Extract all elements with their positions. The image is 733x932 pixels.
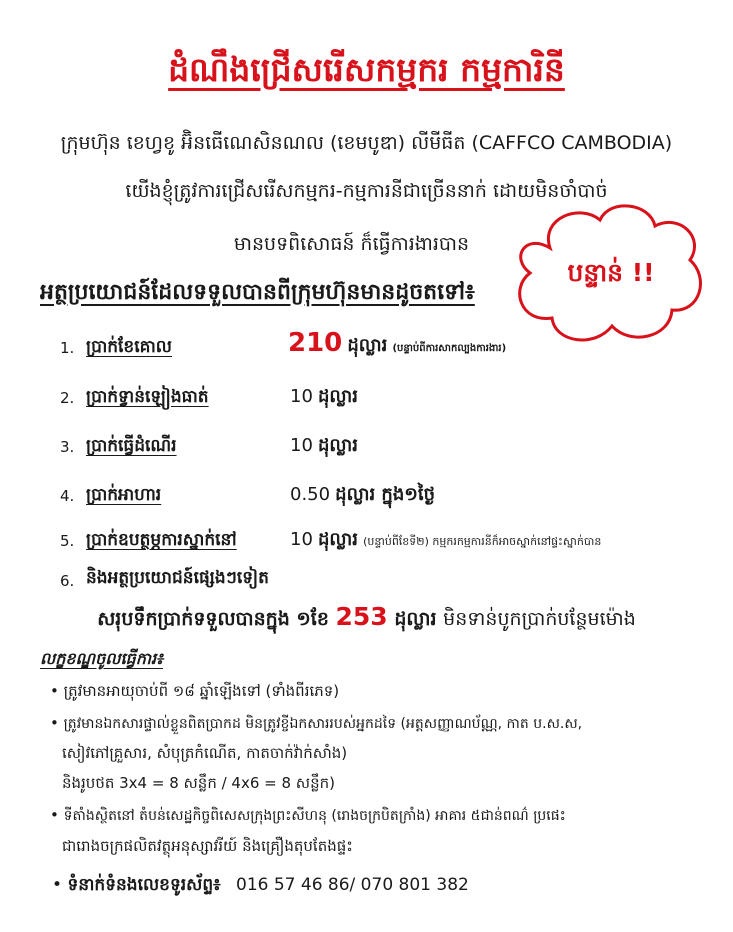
requirement-item: [50, 806, 566, 827]
benefit-number: 5.: [60, 532, 75, 550]
requirement-line: ជារោងចក្រផលិតវត្ថុអនុស្សាវរីយ៍ និងគ្រឿងតុបតែងផ្ទះ: [62, 837, 353, 855]
benefit-unit: ដុល្លារ: [347, 335, 388, 356]
benefits-heading: អត្ថប្រយោជន៍ដែលទទួលបានពីក្រុមហ៊ុនមានដូចតទៅ៖: [40, 280, 475, 305]
benefit-unit: ដុល្លារ: [318, 435, 358, 456]
benefit-row: [60, 531, 74, 550]
benefit-row: [60, 338, 74, 357]
urgent-label: បន្ទាន់ !!: [567, 258, 655, 287]
page-title: ដំណឹងជ្រើសរើសកម្មករ កម្មការិនី: [168, 50, 565, 89]
company-name: ក្រុមហ៊ុន ខេហ្វខូ អ៊ិនធើណេសិនណល (ខេមបូឌា) លីមីធីត (CAFFCO CAMBODIA): [60, 132, 673, 154]
benefit-value: [290, 433, 358, 460]
benefit-number: 2.: [60, 389, 75, 407]
total-suffix: មិនទាន់បូកប្រាក់បន្ថែមម៉ោង: [443, 608, 636, 630]
total-amount: 253: [335, 602, 388, 631]
benefit-amount: 210: [288, 328, 343, 358]
intro-line-1: យើងខ្ញុំត្រូវការជ្រើសរើសកម្មករ-កម្មការនីជាច្រើននាក់ ដោយមិនចាំបាច់: [125, 180, 608, 202]
benefit-number: 4.: [60, 487, 75, 505]
benefit-row: [60, 437, 74, 456]
contact-phones[interactable]: 016 57 46 86/ 070 801 382: [236, 875, 469, 895]
benefit-number: 6.: [60, 572, 75, 590]
benefit-note: (បន្ទាប់ពីខែទី២) កម្មករកម្មការនីក៏អាចស្នាក់នៅផ្ទះស្នាក់បាន: [363, 535, 602, 548]
benefit-value: [290, 384, 358, 411]
benefit-number: 3.: [60, 438, 75, 456]
benefit-row: [60, 388, 74, 407]
requirement-line: សៀវភៅគ្រួសារ, សំបុត្រកំណើត, កាតចាក់វ៉ាក់សាំង): [62, 744, 348, 762]
bullet-icon: •: [50, 682, 59, 700]
requirement-item: [50, 714, 582, 735]
requirement-line: និងរូបថត 3x4 = 8 សន្លឹក / 4x6 = 8 សន្លឹក): [62, 774, 335, 792]
total-prefix: សរុបទឹកប្រាក់ទទួលបានក្នុង ១ខែ: [97, 608, 329, 630]
requirement-line: ត្រូវមានឯកសារផ្ទាល់ខ្លួនពិតប្រាកដ មិនត្រូវខ្ចីឯកសាររបស់អ្នកដទៃ (អត្តសញ្ញាណប័ណ្ណ, កាត ប.ស.ស,: [63, 716, 583, 732]
benefit-number: 1.: [60, 339, 75, 357]
intro-line-2: មានបទពិសោធន៍ ក៏ធ្វើការងារបាន: [233, 233, 470, 255]
total-unit: ដុល្លារ: [394, 608, 437, 630]
total-line: [0, 602, 733, 635]
benefit-amount: 0.50: [290, 484, 331, 505]
benefit-label: ប្រាក់ធ្វើដំណើរ: [86, 436, 177, 456]
bullet-icon: •: [52, 875, 63, 895]
benefit-unit: ដុល្លារ: [318, 386, 358, 407]
benefit-label: ប្រាក់ឧបត្ថម្ភការស្នាក់នៅ: [86, 530, 237, 550]
benefit-label: និងអត្ថប្រយោជន៍ផ្សេងៗទៀត: [86, 568, 269, 588]
benefit-amount: 10: [290, 529, 313, 550]
benefit-row: [60, 486, 74, 505]
contact-line: [52, 874, 469, 899]
bullet-icon: •: [50, 806, 59, 824]
benefit-note: (បន្ទាប់ពីការសាកល្បងការងារ): [392, 343, 507, 354]
requirements-heading: លក្ខខណ្ឌចូលធ្វើការ៖: [40, 649, 164, 668]
benefit-amount: 10: [290, 386, 313, 407]
benefit-value: [290, 482, 435, 509]
benefit-unit: ដុល្លារ ក្នុង១ថ្ងៃ: [335, 484, 436, 505]
benefit-value: [290, 527, 601, 554]
contact-label: ទំនាក់ទំនងលេខទូរស័ព្ទ៖: [67, 875, 221, 895]
requirement-line: ទីតាំងស្ថិតនៅ តំបន់សេដ្ឋកិច្ចពិសេសក្រុងព្រះសីហនុ (រោងចក្របិតក្រាំង) អាគារ ៥ជាន់ពណ៌ ប្រផេះ: [63, 808, 566, 824]
benefit-unit: ដុល្លារ: [318, 529, 358, 550]
benefit-amount: 10: [290, 435, 313, 456]
benefit-label: ប្រាក់ខែគោល: [86, 337, 172, 357]
bullet-icon: •: [50, 714, 59, 732]
benefit-row: [60, 571, 74, 590]
requirement-line: ត្រូវមានអាយុចាប់ពី ១៨ ឆ្នាំឡើងទៅ (ទាំងពីរភេទ): [63, 682, 340, 700]
benefit-value: [288, 328, 506, 360]
benefit-label: ប្រាក់ទ្វាន់ឡៀងធាត់: [86, 387, 209, 407]
requirement-item: [50, 682, 339, 704]
benefit-label: ប្រាក់អាហារ: [86, 485, 162, 505]
